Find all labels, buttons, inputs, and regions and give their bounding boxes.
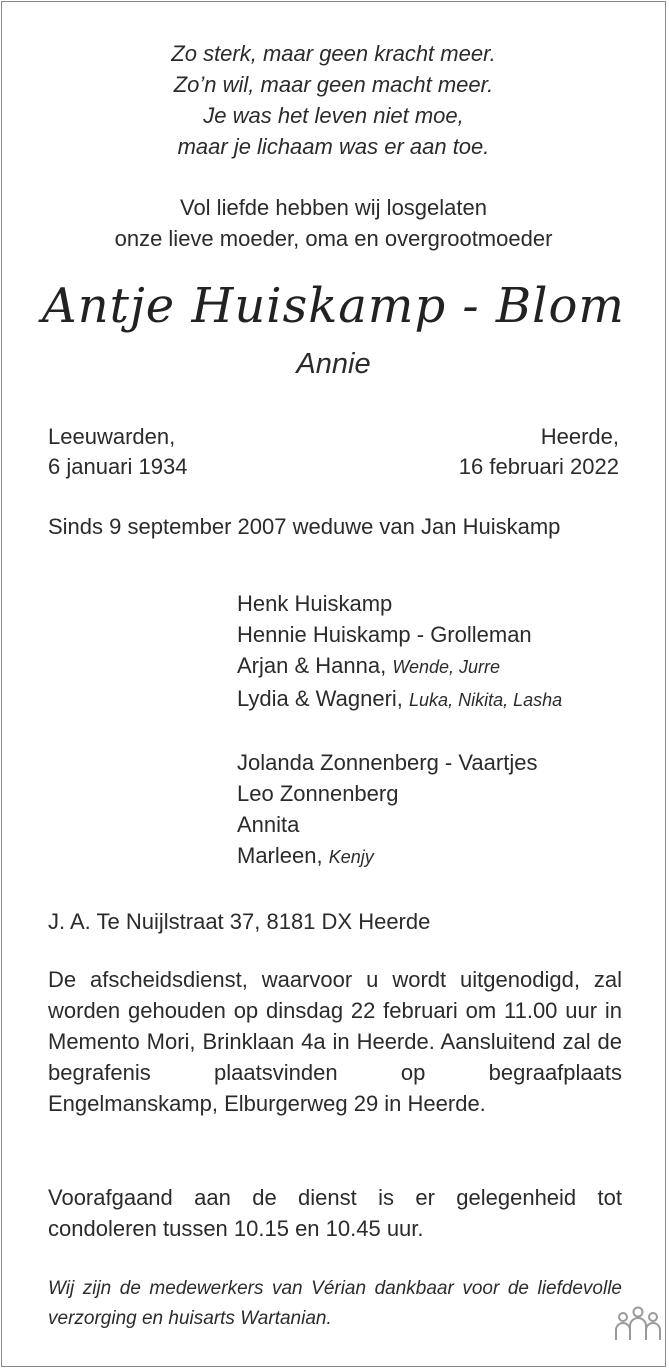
member-name: Leo Zonnenberg bbox=[237, 781, 399, 806]
death-date: 16 februari 2022 bbox=[458, 454, 619, 479]
birth-info bbox=[48, 422, 187, 482]
deceased-nickname: Annie bbox=[296, 348, 371, 380]
family-member bbox=[237, 809, 562, 840]
family-list bbox=[237, 588, 562, 873]
member-children: Wende, Jurre bbox=[392, 657, 501, 677]
member-children: Kenjy bbox=[328, 847, 374, 867]
poem-line: Je was het leven niet moe, bbox=[203, 103, 464, 128]
intro-text bbox=[2, 192, 665, 254]
member-name: Marleen, bbox=[237, 843, 323, 868]
address: J. A. Te Nuijlstraat 37, 8181 DX Heerde bbox=[48, 909, 431, 934]
death-info bbox=[459, 422, 619, 482]
family-people-icon bbox=[613, 1304, 663, 1344]
family-member bbox=[237, 650, 562, 683]
service-text: De afscheidsdienst, waarvoor u wordt uitgenodigd, zal worden gehouden op dinsdag 22 februari om 11.00 uur in Memento Mori, Brinklaan 4a in Heerde. Aansluitend zal de begrafenis plaatsvinden op begraafplaats Engelmanskamp, Elburgerweg 29 in Heerde. bbox=[48, 967, 622, 1116]
poem-line: Zo sterk, maar geen kracht meer. bbox=[171, 41, 496, 66]
member-name: Henk Huiskamp bbox=[237, 591, 393, 616]
obituary-card bbox=[1, 1, 666, 1367]
member-name: Jolanda Zonnenberg - Vaartjes bbox=[237, 750, 538, 775]
poem-line: Zo’n wil, maar geen macht meer. bbox=[173, 72, 494, 97]
poem bbox=[2, 38, 665, 162]
member-name: Annita bbox=[237, 812, 300, 837]
deceased-name: Antje Huiskamp - Blom bbox=[42, 278, 625, 334]
intro-line: Vol liefde hebben wij losgelaten bbox=[179, 195, 487, 220]
member-name: Arjan & Hanna, bbox=[237, 653, 387, 678]
family-member bbox=[237, 747, 562, 778]
intro-line: onze lieve moeder, oma en overgrootmoeder bbox=[114, 226, 553, 251]
family-member bbox=[237, 840, 562, 873]
family-member bbox=[237, 778, 562, 809]
member-name: Hennie Huiskamp - Grolleman bbox=[237, 622, 532, 647]
family-spacer bbox=[237, 716, 562, 747]
member-children: Luka, Nikita, Lasha bbox=[409, 690, 563, 710]
thanks-text: Wij zijn de medewerkers van Vérian dankbaar voor de liefdevolle verzorging en huisarts Wartanian. bbox=[48, 1278, 622, 1329]
birth-date: 6 januari 1934 bbox=[48, 454, 188, 479]
condolence-text: Voorafgaand aan de dienst is er gelegenheid tot condoleren tussen 10.15 en 10.45 uur. bbox=[48, 1185, 622, 1241]
death-place: Heerde, bbox=[540, 424, 619, 449]
poem-line: maar je lichaam was er aan toe. bbox=[177, 134, 490, 159]
family-member bbox=[237, 588, 562, 619]
member-name: Lydia & Wagneri, bbox=[237, 686, 403, 711]
family-member bbox=[237, 683, 562, 716]
birth-place: Leeuwarden, bbox=[48, 424, 176, 449]
widow-line: Sinds 9 september 2007 weduwe van Jan Huiskamp bbox=[48, 514, 561, 539]
family-member bbox=[237, 619, 562, 650]
